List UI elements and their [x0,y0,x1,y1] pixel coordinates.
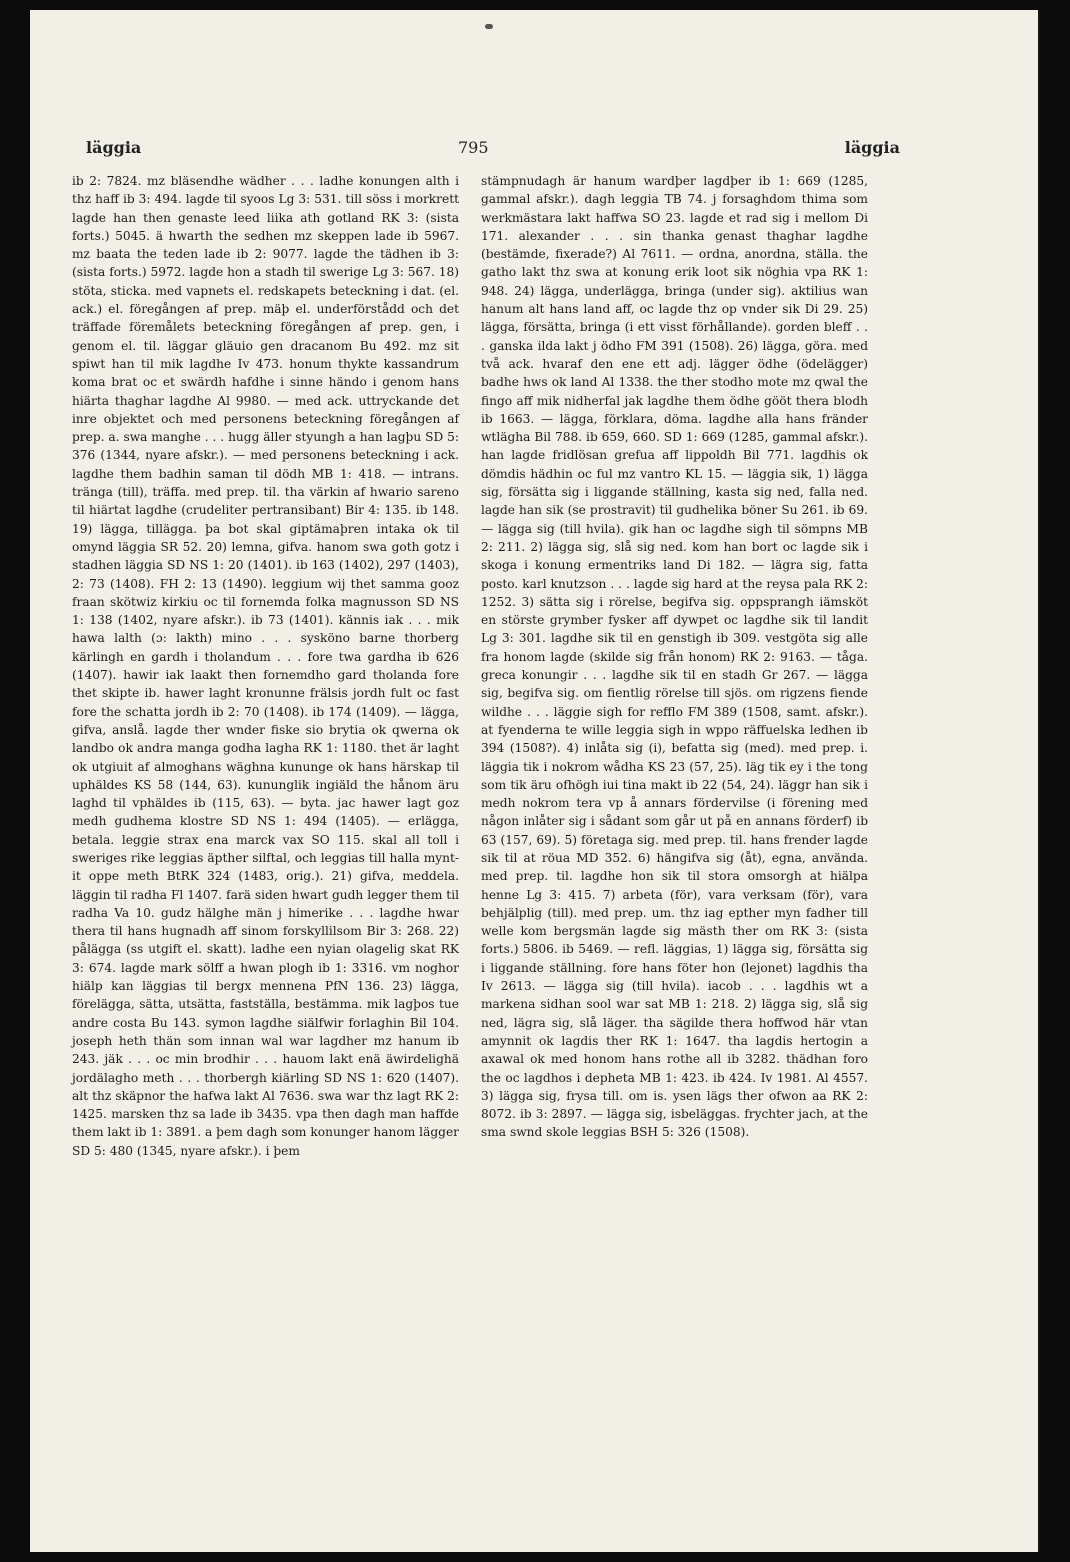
dictionary-page [30,10,1040,1552]
scan-speck [485,24,493,29]
page-edge-rule [1038,10,1040,1552]
header-right-headword: läggia [844,138,900,157]
header-left-headword: läggia [86,138,142,157]
right-column-text: stämpnudagh är hanum wardþer lagdþer ib 1: 669 (1285, gammal afskr.). dagh leggia TB 74. j forsaghdom thima som werkmästara lakt haffwa SO 23. lagde et rad sig i mellom Di 171. alexander . . . sin thanka genast thaghar lagdhe (bestämde, fixerade?) Al 7611. — ordna, anordna, ställa. the gatho lakt thz swa at konung erik loot sik nöghia vpa RK 1: 948. 24) lägga, underlägga, bringa (under sig). aktilius wan hanum alt hans land aff, oc lagde thz op vnder sik Di 29. 25) lägga, försätta, bringa (i ett visst förhållande). gorden bleff . . . ganska ilda lakt j ödho FM 391 (1508). 26) lägga, göra. med två ack. hvaraf den ene ett adj. lägger ödhe (ödelägger) badhe hws ok land Al 1338. the ther stodho mote mz qwal the fingo aff mik nidherfal jak lagdhe them ödhe gööt thera blodh ib 1663. — lägga, förklara, döma. lagdhe alla hans fränder wtlägha Bil 788. ib 659, 660. SD 1: 669 (1285, gammal afskr.). han lagde fridlösan grefua aff lippoldh Bil 771. lagdhis ok dömdis hädhin oc ful mz vantro KL 15. — läggia sik, 1) lägga sig, försätta sig i liggande ställning, kasta sig ned, falla ned. lagde han sik (se prostravit) til gudhelika böner Su 261. ib 69. — lägga sig (till hvila). gik han oc lagdhe sigh til sömpns MB 2: 211. 2) lägga sig, slå sig ned. kom han bort oc lagde sik i skoga i konung ermentriks land Di 182. — lägra sig, fatta posto. karl knutzson . . . lagde sig hard at the reysa pala RK 2: 1252. 3) sätta sig i rörelse, begifva sig. oppsprangh iämsköt en störste grymber fysker aff dywpet oc lagdhe sik til landit Lg 3: 301. lagdhe sik til en genstigh ib 309. vestgöta sig alle fra honom lagde (skilde sig från honom) RK 2: 9163. — tåga. greca konungir . . . lagdhe sik til en stadh Gr 267. — lägga sig, begifva sig. om fientlig rörelse till sjös. om rigzens fiende wildhe . . . läggie sigh for refflo FM 389 (1508, samt. afskr.). at fyenderna te wille leggia sigh in wppo räffuelska ledhen ib 394 (1508?). 4) inlåta sig (i), befatta sig (med). med prep. i. läggia tik i nokrom wådha KS 23 (57, 25). läg tik ey i the tong som tik äru ofhögh iui tina makt ib 22 (54, 24). läggr han sik i medh nokrom tera vp å annars fördervilse (i förening med någon inlåter sig i sådant som går ut på en annans förderf) ib 63 (157, 69). 5) företaga sig. med prep. til. hans frender lagde sik til at röua MD 352. 6) hängifva sig (åt), egna, använda. med prep. til. lagdhe hon sik til stora omsorgh at hiälpa henne Lg 3: 415. 7) arbeta (för), vara verksam (för), vara behjälplig (till). med prep. um. thz iag epther myn fadher till welle kom bergsmän lagde sig mästh ther om RK 3: (sista forts.) 5806. ib 5469. — refl. läggias, 1) lägga sig, försätta sig i liggande ställning. fore hans föter hon (lejonet) lagdhis tha Iv 2613. — lägga sig (till hvila). iacob . . . lagdhis wt a markena sidhan sool war sat MB 1: 218. 2) lägga sig, slå sig ned, lägra sig, slå läger. tha sägilde thera hoffwod här vtan amynnit ok lagdis ther RK 1: 1647. tha lagdis hertogin a axawal ok med honom hans rothe all ib 3282. thädhan foro the oc lagdhos i depheta MB 1: 423. ib 424. Iv 1981. Al 4557. 3) lägga sig, frysa till. om is. ysen lägs ther ofwon aa RK 2: 8072. ib 3: 2897. — lägga sig, isbeläggas. frychter jach, at the sma swnd skole leggias BSH 5: 326 (1508). [481,174,868,1140]
right-column [481,172,868,1142]
left-column-text: ib 2: 7824. mz bläsendhe wädher . . . ladhe konungen alth i thz haff ib 3: 494. lagde til syoos Lg 3: 531. till söss i morkrett lagde han then genaste leed liika ath gotland RK 3: (sista forts.) 5045. ä hwarth the sedhen mz skeppen lade ib 5967. mz baata the teden lade ib 2: 9077. lagde the tädhen ib 3: (sista forts.) 5972. lagde hon a stadh til swerige Lg 3: 567. 18) stöta, sticka. med vapnets el. redskapets beteckning i dat. (el. ack.) el. föregången af prep. mäþ el. underförstådd och det träffade föremålets beteckning föregången af prep. gen, i genom el. til. läggar gläuio gen dracanom Bu 492. mz sit spiwt han til mik lagdhe Iv 473. honum thykte kassandrum koma brat oc et swärdh hafdhe i sinne händo i genom hans hiärta thaghar lagdhe Al 9980. — med ack. uttryckande det inre objektet och med personens beteckning föregången af prep. a. swa manghe . . . hugg äller styungh a han lagþu SD 5: 376 (1344, nyare afskr.). — med personens beteckning i ack. lagdhe them badhin saman til dödh MB 1: 418. — intrans. tränga (till), träffa. med prep. til. tha värkin af hwario sareno til hiärtat lagdhe (crudeliter pertransibant) Bir 4: 135. ib 148. 19) lägga, tillägga. þa bot skal giptämaþren intaka ok til omynd läggia SR 52. 20) lemna, gifva. hanom swa goth gotz i stadhen läggia SD NS 1: 20 (1401). ib 163 (1402), 297 (1403), 2: 73 (1408). FH 2: 13 (1490). leggium wij thet samma gooz fraan skötwiz kirkiu oc til fornemda folka magnusson SD NS 1: 138 (1402, nyare afskr.). ib 73 (1401). kännis iak . . . mik hawa lalth (ɔ: lakth) mino . . . sysköno barne thorberg kärlingh en gardh i tholandum . . . fore twa gardha ib 626 (1407). hawir iak laakt then fornemdho gard tholanda fore thet skipte ib. hawer laght kronunne frälsis jordh fult oc fast fore the schatta jordh ib 2: 70 (1408). ib 174 (1409). — lägga, gifva, anslå. lagde ther wnder fiske sio brytia ok qwerna ok landbo ok andra manga godha lagha RK 1: 1180. thet är laght ok utgiuit af almoghans wäghna kununge ok hans härskap til uphäldes KS 58 (144, 63). kununglik ingiäld the hånom äru laghd til vphäldes ib (115, 63). — byta. jac hawer lagt goz medh gudhema klostre SD NS 1: 494 (1405). — erlägga, betala. leggie strax ena marck vax SO 115. skal all toll i sweriges rike leggias äpther silftal, och leggias till halla mynt-it oppe meth BtRK 324 (1483, orig.). 21) gifva, meddela. läggin til radha Fl 1407. farä siden hwart gudh legger them til radha Va 10. gudz hälghe män j himerike . . . lagdhe hwar thera til hans hugnadh aff sinom forskyllilsom Bir 3: 268. 22) pålägga (ss utgift el. skatt). ladhe een nyian olagelig skat RK 3: 674. lagde mark sölff a hwan plogh ib 1: 3316. vm noghor hiälp kan läggias til bergx mennena PfN 136. 23) lägga, förelägga, sätta, utsätta, fastställa, bestämma. mik lagþos tue andre costa Bu 143. symon lagdhe siälfwir forlaghin Bil 104. joseph heth thän som innan wal war lagdher mz hanum ib 243. jäk . . . oc min brodhir . . . hauom lakt enä äwirdelighä jordälagho meth . . . thorbergh kiärling SD NS 1: 620 (1407). alt thz skäpnor the hafwa lakt Al 7636. swa war thz lagt RK 2: 1425. marsken thz sa lade ib 3435. vpa then dagh man haffde them lakt ib 1: 3891. a þem dagh som konunger hanom lägger SD 5: 480 (1345, nyare afskr.). i þem [72,174,459,1158]
left-column [72,172,459,1160]
page-number: 795 [458,138,489,157]
running-header [30,138,1040,168]
